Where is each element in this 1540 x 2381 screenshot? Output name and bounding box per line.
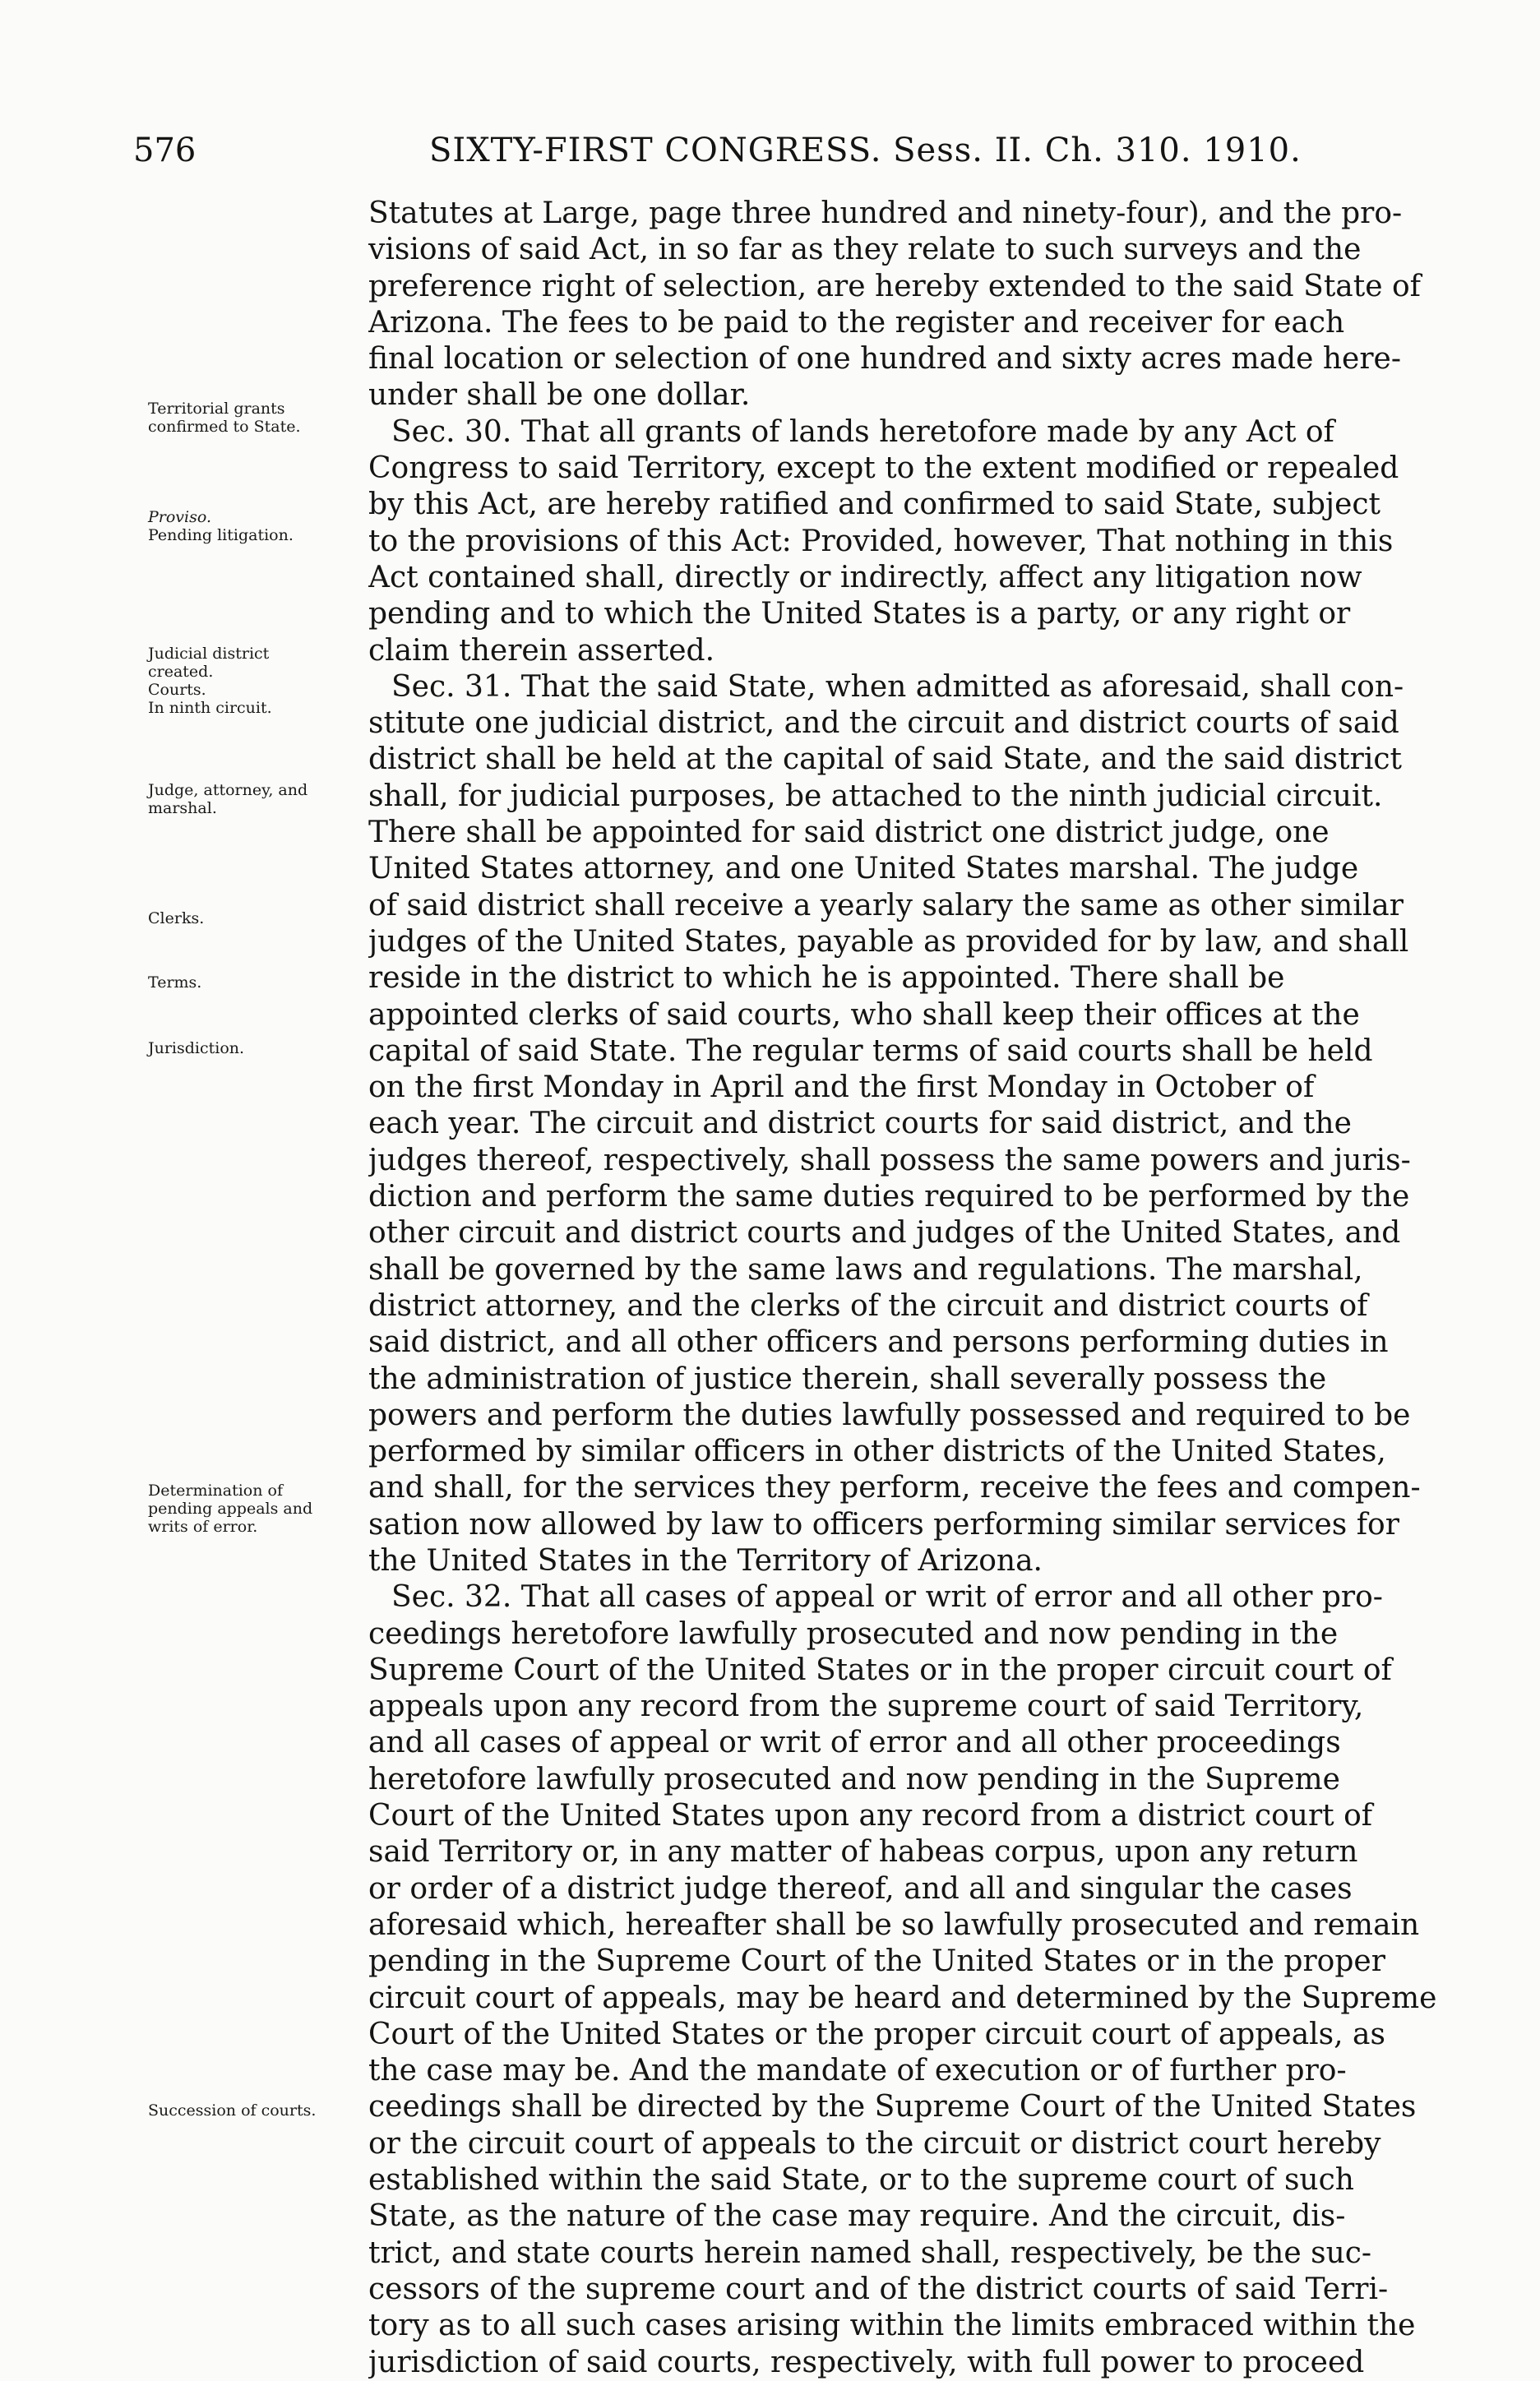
body-line: or the circuit court of appeals to the circuit or district court hereby	[368, 2126, 1381, 2161]
body-line: Sec. 30. That all grants of lands heretofore made by any Act of	[391, 414, 1334, 449]
body-line: the case may be. And the mandate of execution or of further pro-	[368, 2054, 1347, 2088]
body-line: or order of a district judge thereof, and all and singular the cases	[368, 1871, 1353, 1906]
margin-note-line: Terms.	[148, 973, 202, 992]
body-line: Congress to said Territory, except to the extent modified or repealed	[368, 451, 1399, 486]
body-line: by this Act, are hereby ratified and confirmed to said State, subject	[368, 488, 1381, 522]
body-line: under shall be one dollar.	[368, 378, 751, 413]
body-line: sation now allowed by law to officers performing similar services for	[368, 1507, 1399, 1542]
body-line: Sec. 31. That the said State, when admitted as aforesaid, shall con-	[391, 669, 1404, 704]
body-line: jurisdiction of said courts, respectively, with full power to proceed	[368, 2345, 1365, 2379]
running-head: SIXTY-FIRST CONGRESS. Sess. II. Ch. 310. 1910.	[429, 132, 1302, 169]
body-line: heretofore lawfully prosecuted and now pending in the Supreme	[368, 1762, 1340, 1796]
margin-note-line: created.	[148, 663, 214, 681]
margin-note-line: pending appeals and	[148, 1500, 313, 1518]
body-line: judges of the United States, payable as provided for by law, and shall	[368, 924, 1409, 959]
body-line: said Territory or, in any matter of habeas corpus, upon any return	[368, 1835, 1358, 1870]
body-line: United States attorney, and one United States marshal. The judge	[368, 852, 1359, 886]
body-line: established within the said State, or to the supreme court of such	[368, 2163, 1354, 2198]
body-line: final location or selection of one hundred and sixty acres made here-	[368, 342, 1402, 377]
margin-note-line: Courts.	[148, 681, 206, 699]
body-line: to the provisions of this Act: Provided, however, That nothing in this	[368, 524, 1394, 558]
body-line: There shall be appointed for said district one district judge, one	[368, 816, 1330, 850]
body-line: Arizona. The fees to be paid to the register and receiver for each	[368, 305, 1345, 340]
page-number: 576	[133, 132, 197, 169]
margin-note-line: Determination of	[148, 1482, 283, 1500]
body-line: said district, and all other officers and persons performing duties in	[368, 1325, 1389, 1360]
margin-note-terms	[148, 973, 370, 992]
body-line: judges thereof, respectively, shall possess the same powers and juris-	[368, 1143, 1411, 1177]
body-line: pending in the Supreme Court of the United States or in the proper	[368, 1944, 1385, 1979]
margin-note-line: writs of error.	[148, 1518, 258, 1536]
body-line: Court of the United States upon any record from a district court of	[368, 1799, 1373, 1833]
body-line: each year. The circuit and district courts for said district, and the	[368, 1107, 1352, 1141]
body-line: and shall, for the services they perform, receive the fees and compen-	[368, 1471, 1421, 1505]
body-text	[368, 196, 1454, 2381]
body-line: Supreme Court of the United States or in the proper circuit court of	[368, 1653, 1392, 1687]
body-line: ceedings heretofore lawfully prosecuted and now pending in the	[368, 1616, 1339, 1651]
margin-note-line: Judicial district	[148, 645, 270, 663]
body-line: the administration of justice therein, shall severally possess the	[368, 1362, 1327, 1396]
body-line: other circuit and district courts and judges of the United States, and	[368, 1216, 1401, 1251]
body-line: trict, and state courts herein named shall, respectively, be the suc-	[368, 2235, 1372, 2270]
margin-note-jurisdiction	[148, 1039, 370, 1057]
margin-note-line: Judge, attorney, and	[148, 781, 308, 799]
body-line: appeals upon any record from the supreme court of said Territory,	[368, 1690, 1364, 1724]
body-line: on the first Monday in April and the first Monday in October of	[368, 1070, 1315, 1105]
margin-note-line: marshal.	[148, 799, 217, 817]
margin-note-line: Clerks.	[148, 909, 205, 927]
margin-note-line: In ninth circuit.	[148, 699, 272, 717]
body-line: capital of said State. The regular terms of said courts shall be held	[368, 1033, 1373, 1068]
margin-note-line: Succession of courts.	[148, 2101, 317, 2120]
body-line: Court of the United States or the proper circuit court of appeals, as	[368, 2017, 1385, 2051]
body-line: visions of said Act, in so far as they relate to such surveys and the	[368, 233, 1362, 267]
body-line: claim therein asserted.	[368, 633, 715, 668]
margin-note-clerks	[148, 909, 370, 927]
body-line: tory as to all such cases arising within the limits embraced within the	[368, 2309, 1416, 2343]
margin-note-proviso	[148, 508, 370, 544]
body-line: shall, for judicial purposes, be attached to the ninth judicial circuit.	[368, 779, 1383, 813]
body-line: district shall be held at the capital of said State, and the said district	[368, 742, 1402, 777]
body-line: cessors of the supreme court and of the district courts of said Terri-	[368, 2272, 1389, 2306]
body-line: of said district shall receive a yearly salary the same as other similar	[368, 888, 1404, 922]
margin-note-line: Jurisdiction.	[148, 1039, 245, 1057]
page-header	[133, 132, 1449, 184]
margin-note-succession	[148, 2101, 370, 2120]
body-line: appointed clerks of said courts, who shall keep their offices at the	[368, 997, 1360, 1032]
body-line: preference right of selection, are hereby extended to the said State of	[368, 269, 1421, 303]
margin-note-line: confirmed to State.	[148, 418, 301, 436]
margin-note-determination	[148, 1482, 370, 1536]
body-line: diction and perform the same duties required to be performed by the	[368, 1180, 1410, 1214]
body-line: State, as the nature of the case may require. And the circuit, dis-	[368, 2199, 1346, 2234]
body-line: performed by similar officers in other districts of the United States,	[368, 1435, 1386, 1469]
body-line: pending and to which the United States is a party, or any right or	[368, 597, 1351, 631]
body-line: shall be governed by the same laws and regulations. The marshal,	[368, 1252, 1363, 1287]
margin-note-judicial-district	[148, 645, 370, 717]
margin-note-line: Proviso.	[148, 508, 212, 526]
body-line: the United States in the Territory of Arizona.	[368, 1543, 1043, 1578]
body-line: Statutes at Large, page three hundred and ninety-four), and the pro-	[368, 196, 1403, 230]
body-line: aforesaid which, hereafter shall be so lawfully prosecuted and remain	[368, 1907, 1420, 1942]
body-line: reside in the district to which he is appointed. There shall be	[368, 961, 1285, 996]
body-line: circuit court of appeals, may be heard and determined by the Supreme	[368, 1981, 1437, 2015]
margin-note-line: Pending litigation.	[148, 526, 294, 544]
margin-note-line: Territorial grants	[148, 400, 285, 418]
body-line: district attorney, and the clerks of the circuit and district courts of	[368, 1288, 1368, 1323]
body-line: powers and perform the duties lawfully possessed and required to be	[368, 1398, 1411, 1432]
margin-note-territorial-grants	[148, 400, 370, 436]
body-line: Sec. 32. That all cases of appeal or writ of error and all other pro-	[391, 1580, 1383, 1615]
body-line: and all cases of appeal or writ of error and all other proceedings	[368, 1726, 1341, 1760]
margin-note-judge-attorney	[148, 781, 370, 817]
body-line: stitute one judicial district, and the circuit and district courts of said	[368, 706, 1399, 741]
body-line: ceedings shall be directed by the Supreme Court of the United States	[368, 2090, 1417, 2124]
body-line: Act contained shall, directly or indirectly, affect any litigation now	[368, 560, 1362, 594]
